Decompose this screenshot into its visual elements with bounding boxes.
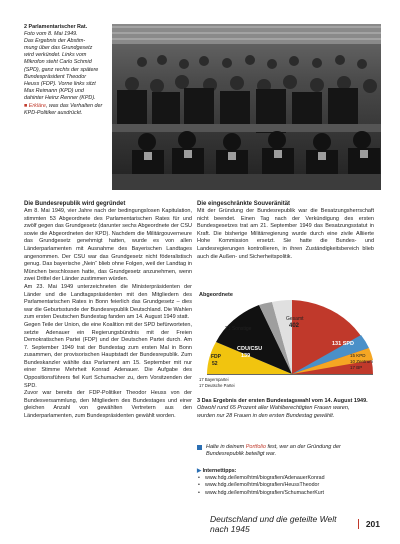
task-text: , was das Verhalten der KPD-Politiker ausdrückt.	[24, 103, 103, 117]
election-chart	[197, 290, 380, 388]
chart-caption	[197, 398, 374, 420]
internet-tips	[197, 468, 374, 497]
chart-caption-title: 3 Das Ergebnis der ersten Bundestagswahl vom 14. August 1949.	[197, 398, 368, 404]
paragraph: Am 8. Mai 1949, vier Jahre nach der bedingungslosen Kapitulation, stimmten 53 Abgeordnete des Parlamentarischen Rates für und zwölf gegen das Grundgesetz (darunter sechs Abgeordnete der CSU sowie die Abgeordneten der KPD). Nachdem die Militärgouverneure das Grundgesetz genehmigt hatten, wurde es von allen Länderparlamenten mit Ausnahme des Bayerischen Landtages angenommen. Der CSU war das Grundgesetz nicht föderalistisch genug. Das bayerische „Nein“ blieb ohne Folgen, weil der Landtag in München beschlossen hatte, das Grundgesetz anzunehmen, wenn zwei Drittel der Länder zustimmen würden.	[24, 208, 192, 283]
caption-line: wird verkündet. Links vom	[24, 52, 87, 59]
portfolio-task	[197, 444, 374, 459]
chart-label-kpd: 15 KPD	[350, 353, 366, 358]
election-chart-svg	[197, 290, 380, 388]
footer-title: Deutschland und die geteilte Welt nach 1945	[210, 514, 337, 534]
link-list	[197, 475, 374, 497]
caption-line: Max Reimann (KPD) und	[24, 87, 84, 94]
internet-tips-heading	[197, 468, 374, 475]
page-number: 201	[365, 519, 380, 529]
parliament-photo	[112, 24, 381, 190]
chart-caption-line: Obwohl rund 65 Prozent aller Wahlberechtigten Frauen waren,	[197, 405, 350, 412]
chart-label-fdp: FDP	[211, 354, 221, 360]
chart-label-gesamt: Gesamt	[286, 316, 304, 322]
chart-label-cdu: CDU/CSU	[237, 346, 263, 352]
photo-caption	[24, 24, 108, 117]
caption-line: dahinter Heinz Renner (KPD).	[24, 94, 96, 101]
chart-value-fdp: 52	[212, 361, 218, 367]
chart-label-bp: 17 Bayernpartei	[199, 377, 229, 382]
link-item[interactable]: • www.hdg.de/lemo/html/biografien/SchumacherKurt	[205, 490, 374, 497]
link-item[interactable]: • www.hdg.de/lemo/html/biografien/AdenauerKonrad	[205, 475, 374, 482]
task-rest: fest, wer an der Gründung der Bundesrepublik beteiligt war.	[206, 444, 341, 458]
section-heading: Die Bundesrepublik wird gegründet	[24, 201, 126, 207]
caption-line: Das Ergebnis der Abstim-	[24, 38, 86, 45]
task-prefix: Halte in deinem	[206, 444, 246, 450]
caption-line: Foto vom 8. Mai 1949.	[24, 31, 78, 38]
caption-line: Heuss (FDP). Vorne links sitzt	[24, 80, 96, 87]
text-column-right	[197, 200, 374, 261]
task-marker-icon: ■	[24, 103, 28, 110]
task-text	[206, 444, 374, 459]
footer-divider	[358, 519, 359, 529]
paragraph: Am 23. Mai 1949 unterzeichneten die Ministerpräsidenten der Länder und die Landtagspräsidenten mit den Mitgliedern des Parlamentarischen Rates in Bonn feierlich das Grundgesetz – dies war die Geburtsstunde der Bundesrepublik Deutschland. Die Wahlen zum ersten Deutschen Bundestag fanden am 14. August 1949 statt.	[24, 283, 192, 321]
chart-label-spd: 131 SPD	[332, 341, 355, 347]
task-highlight: Portfolio	[245, 444, 266, 450]
link-item[interactable]: • www.hdg.de/lemo/html/biografien/HeussTheodor	[205, 482, 374, 489]
parliament-photo-graphic	[112, 24, 381, 190]
internet-tips-label: Internettipps:	[202, 468, 237, 474]
section-heading: Die eingeschränkte Souveränität	[197, 201, 291, 207]
chart-label-sonstige: 21 Sonstige	[225, 326, 252, 332]
page-footer	[210, 514, 380, 534]
chart-baseline	[207, 374, 373, 375]
chart-caption-line: wurden nur 28 Frauen in den ersten Bundestag gewählt.	[197, 412, 335, 419]
chart-value-cdu: 139	[241, 353, 251, 359]
chart-title: Abgeordnete	[199, 292, 233, 298]
caption-task	[24, 103, 108, 117]
caption-line: (SPD), ganz rechts der spätere	[24, 66, 99, 73]
task-keyword: Erkläre	[28, 103, 46, 110]
task-square-icon	[197, 445, 202, 450]
paragraph: Zuvor war bereits der FDP-Politiker Theodor Heuss von der Bundesversammlung, den Mitgliedern des Bundestages und einer gleichen Anzahl von gewählten Vertretern aus den Länderparlamenten, zum Bundespräsidenten gewählt worden.	[24, 390, 192, 420]
arrow-icon: ▶	[197, 468, 202, 474]
chart-value-gesamt: 402	[289, 323, 300, 329]
caption-line: Bundespräsident Theodor	[24, 73, 87, 80]
chart-label-dp: 17 Deutsche Partei	[199, 383, 235, 388]
paragraph: Mit der Gründung der Bundesrepublik war die Besatzungsherrschaft nicht beendet. Einen Tag nach der Verkündigung des ersten Bundesgesetzes trat am 21. September 1949 das Besatzungsstatut in Kraft. Die bisherige Militärregierung wurde durch eine zivile Alliierte Hohe Kommission ersetzt. Sie hatte die Bundes- und Landesregierungen kontrollieren, in ihren Zuständigkeitsbereich blieb auch die Außen- und Sicherheitspolitik.	[197, 208, 374, 260]
paragraph: Gegen Teile der Union, die eine Koalition mit der SPD befürworteten, setzte Adenauer ein Regierungsbündnis mit der Freien Demokratischen Partei (FDP) und der Deutschen Partei durch. Am 7. September 1949 trat der Bundestag zum ersten Mal in Bonn zusammen, der provisorischen Hauptstadt der Bundesrepublik. Zum Bundeskanzler wählte das Parlament am 15. September mit nur einer Stimme Mehrheit Konrad Adenauer. Die Aufgabe des Oppositionsführers fiel Kurt Schumacher zu, dem Vorsitzenden der SPD.	[24, 321, 192, 389]
text-column-left	[24, 200, 192, 421]
caption-line: mung über das Grundgesetz	[24, 45, 93, 52]
chart-label-bp-short: 17 BP	[350, 365, 363, 370]
caption-line: Mikrofon steht Carlo Schmid	[24, 59, 92, 66]
caption-title: 2 Parlamentarischer Rat.	[24, 24, 88, 30]
chart-label-zentrum: 10 Zentrum	[350, 359, 374, 364]
